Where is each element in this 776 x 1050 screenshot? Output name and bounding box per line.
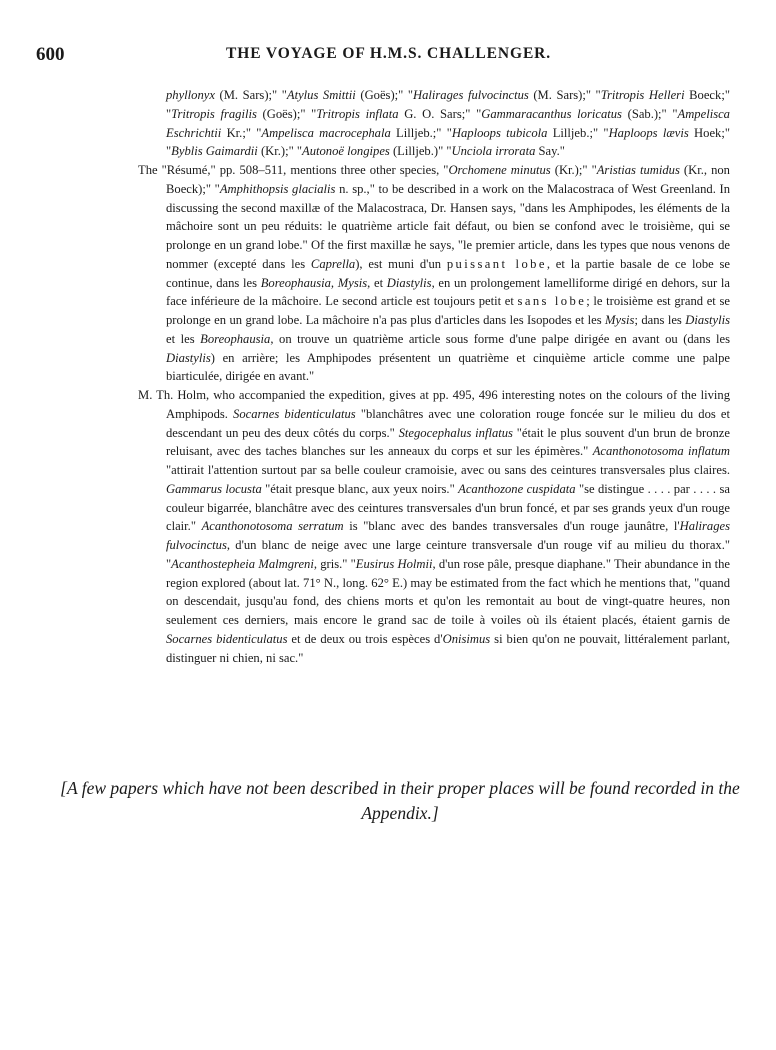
italic-term: Byblis Gaimardii <box>171 144 258 159</box>
text-run: , d'un rose pâle, presque diaphane." Their abundance in the region explored (about lat. 71° N., long. 62° E.) may be estimated from the fact which he mentions that, "quand on descendait, jusqu'au fond, des chiens morts et qu'on les remontait au bout de vingt-quatre heures, non seulement ces derniers, mais encore le grand sac de toile à voiles où ils étaient placés, étaient garnis de <box>166 556 730 627</box>
italic-term: Acanthostepheia Malmgreni <box>171 556 314 571</box>
paragraph-resume <box>138 161 730 386</box>
italic-term: Halirages fulvocinctus <box>166 519 730 552</box>
text-run: Boeck;" " <box>166 88 730 121</box>
text-run: is "blanc avec des bandes transversales d'un rouge jaunâtre, l' <box>343 519 680 534</box>
text-run: ; dans les <box>634 313 686 327</box>
text-run: , gris." " <box>313 556 356 571</box>
italic-term: Aristias tumidus <box>596 163 680 177</box>
page-header <box>36 44 736 68</box>
spaced-emphasis: puissant lobe <box>446 256 547 271</box>
spaced-emphasis: sans lobe <box>517 294 587 309</box>
text-run: (Goës);" " <box>256 106 317 121</box>
text-run: et de deux ou trois espèces d' <box>287 631 443 646</box>
italic-term: Halirages fulvocinctus <box>413 88 529 102</box>
text-run: (Kr., non Boeck);" " <box>166 163 730 196</box>
text-run: et les <box>166 331 201 346</box>
italic-term: Ampelisca Eschrichtii <box>166 106 730 140</box>
italic-term: Eusirus Holmii <box>355 556 433 571</box>
text-run: (M. Sars);" " <box>528 88 601 102</box>
italic-term: Gammarus locusta <box>166 481 262 496</box>
page-number: 600 <box>36 44 65 65</box>
italic-term: Boreophausia, Mysis <box>260 275 368 290</box>
paragraph-holm <box>138 386 730 667</box>
text-run: "était presque blanc, aux yeux noirs." <box>261 481 459 496</box>
text-run: n. sp.," to be described in a work on the Malacostraca of West Greenland. In discussing the second maxillæ of the Malacostraca, Dr. Hansen says, "dans les Amphipodes, les éléments de la mâchoire sont un peu réduits: le quatrième article fait défaut, ou bien se confond avec le troisième, qui se prolonge en un grand lobe." Of the first maxillæ he says, "le premier article, dans les types que nous venons de nommer (excepté dans les <box>166 181 730 271</box>
italic-term: Acanthonotosoma serratum <box>201 519 344 534</box>
text-run: "était le plus souvent d'un brun de bronze reluisant, avec des taches blanches sur les anneaux du corps et sur les épimères." <box>166 425 730 459</box>
body-text <box>138 86 730 667</box>
italic-term: Socarnes bidenticulatus <box>166 631 288 646</box>
italic-term: Ampelisca macrocephala <box>261 125 391 140</box>
text-run: "attirait l'attention surtout par sa belle couleur cramoisie, avec ou sans des ceintures transversales plus claires. <box>166 463 730 477</box>
italic-term: Acanthonotosoma inflatum <box>592 444 730 459</box>
italic-term: Tritropis Helleri <box>600 88 685 102</box>
text-run: (Goës);" " <box>355 88 413 102</box>
text-run: (Sab.);" " <box>621 106 678 121</box>
text-run: Say." <box>535 144 565 159</box>
text-run: , d'un blanc de neige avec une large ceinture transversale d'un rouge vif au milieu du thorax." " <box>166 538 730 571</box>
italic-term: Mysis <box>605 313 635 327</box>
italic-term: Tritropis fragilis <box>171 106 257 121</box>
text-run: , et la partie basale de ce lobe se continue, dans les <box>166 256 731 290</box>
italic-term: Autonoë longipes <box>302 144 390 159</box>
text-run: "se distingue . . . . par . . . . sa couleur bigarrée, blanchâtre avec des ceintures transversales d'un brun foncé, et par ses grands yeux d'un rouge clair." <box>166 481 730 534</box>
text-run: G. O. Sars;" " <box>398 106 482 121</box>
text-run: ; le troisième est grand et se prolonge en un grand lobe. La mâchoire n'a pas plus d'articles dans les Isopodes et les <box>166 294 730 327</box>
running-title: THE VOYAGE OF H.M.S. CHALLENGER. <box>226 45 552 62</box>
italic-term: Haploops lævis <box>608 125 689 140</box>
text-run: Lilljeb.;" " <box>390 125 452 140</box>
italic-term: Acanthozone cuspidata <box>458 481 576 496</box>
italic-term: Unciola irrorata <box>451 144 536 159</box>
italic-term: Stegocephalus inflatus <box>398 425 513 440</box>
paragraph-species-list <box>138 86 730 161</box>
text-run: Hoek;" " <box>166 125 730 159</box>
italic-term: Tritropis inflata <box>316 106 399 121</box>
text-run: (Kr.);" " <box>257 144 303 159</box>
italic-term: Gammaracanthus loricatus <box>481 106 622 121</box>
text-run: M. Th. Holm, who accompanied the expedition, gives at pp. 495, 496 interesting notes on the colours of the living Amphipods. <box>138 388 730 421</box>
text-run: The "Résumé," pp. 508–511, mentions three other species, " <box>138 163 449 177</box>
text-run: ) en arrière; les Amphipodes présentent un quatrième et cinquième article comme une palpe biarticulée, dirigée en avant." <box>166 350 730 384</box>
italic-term: Atylus Smittii <box>286 88 356 102</box>
italic-term: Amphithopsis glacialis <box>219 181 336 196</box>
appendix-note: [A few papers which have not been described in their proper places will be found recorded in the Appendix.] <box>60 778 740 823</box>
italic-term: Diastylis <box>386 275 432 290</box>
text-run: Lilljeb.;" " <box>547 125 609 140</box>
italic-term: Caprella <box>310 256 356 271</box>
text-run: "blanchâtres avec une coloration rouge foncée sur le milieu du dos et descendant un peu des deux côtés du corps." <box>166 406 730 440</box>
italic-term: Orchomene minutus <box>448 163 551 177</box>
text-run: ), est muni d'un <box>355 256 447 271</box>
italic-term: phyllonyx <box>166 88 215 102</box>
italic-term: Onisimus <box>442 631 491 646</box>
text-run: Kr.;" " <box>221 125 262 140</box>
text-run: (M. Sars);" " <box>214 88 287 102</box>
italic-term: Boreophausia <box>200 331 271 346</box>
text-run: , on trouve un quatrième article sous forme d'une palpe dirigée en avant ou (dans les <box>270 331 730 346</box>
italic-term: Diastylis <box>166 350 211 365</box>
text-run: (Kr.);" " <box>550 163 597 177</box>
text-run: si bien qu'on ne pouvait, littéralement parlant, distinguer ni chien, ni sac." <box>166 631 730 665</box>
text-run: , et <box>367 275 387 290</box>
italic-term: Diastylis <box>685 313 730 327</box>
text-run: (Lilljeb.)" " <box>389 144 452 159</box>
italic-term: Haploops tubicola <box>451 125 548 140</box>
italic-term: Socarnes bidenticulatus <box>233 406 356 421</box>
text-run: , en un prolongement lamelliforme dirigé en dehors, sur la face inférieure de la mâchoire. Le second article est toujours petit et <box>166 275 730 309</box>
